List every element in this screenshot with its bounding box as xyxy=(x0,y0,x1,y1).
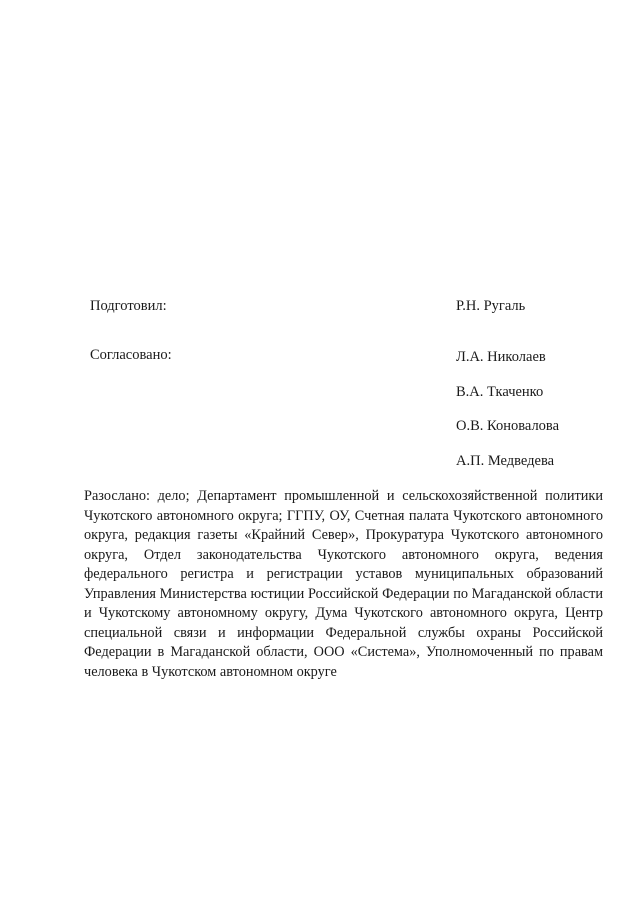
agreed-name-1: Л.А. Николаев xyxy=(456,349,546,365)
agreed-name-4: А.П. Медведева xyxy=(456,452,555,469)
agreed-names-list xyxy=(456,347,559,485)
prepared-row xyxy=(90,298,570,318)
agreed-name-3: О.В. Коновалова xyxy=(456,418,560,434)
distribution-list: Разослано: дело; Департамент промышленной и сельскохозяйственной политики Чукотского автономного округа; ГГПУ, ОУ, Счетная палата Чукотского автономного округа, редакция газеты «Крайний Север», Прокуратура Чукотского автономного округа, Отдел законодательства Чукотского автономного округа, ведения федерального регистра и регистрации уставов муниципальных образований Управления Министерства юстиции Российской Федерации по Магаданской области и Чукотскому автономному округу, Дума Чукотского автономного округа, Центр специальной связи и информации Федеральной службы охраны Российской Федерации в Магаданской области, ООО «Система», Уполномоченный по правам человека в Чукотском автономном округе xyxy=(84,488,603,680)
prepared-name: Р.Н. Ругаль xyxy=(456,298,526,314)
agreed-label: Согласовано: xyxy=(90,347,172,363)
prepared-label: Подготовил: xyxy=(90,298,167,314)
agreed-name-2: В.А. Ткаченко xyxy=(456,383,544,400)
